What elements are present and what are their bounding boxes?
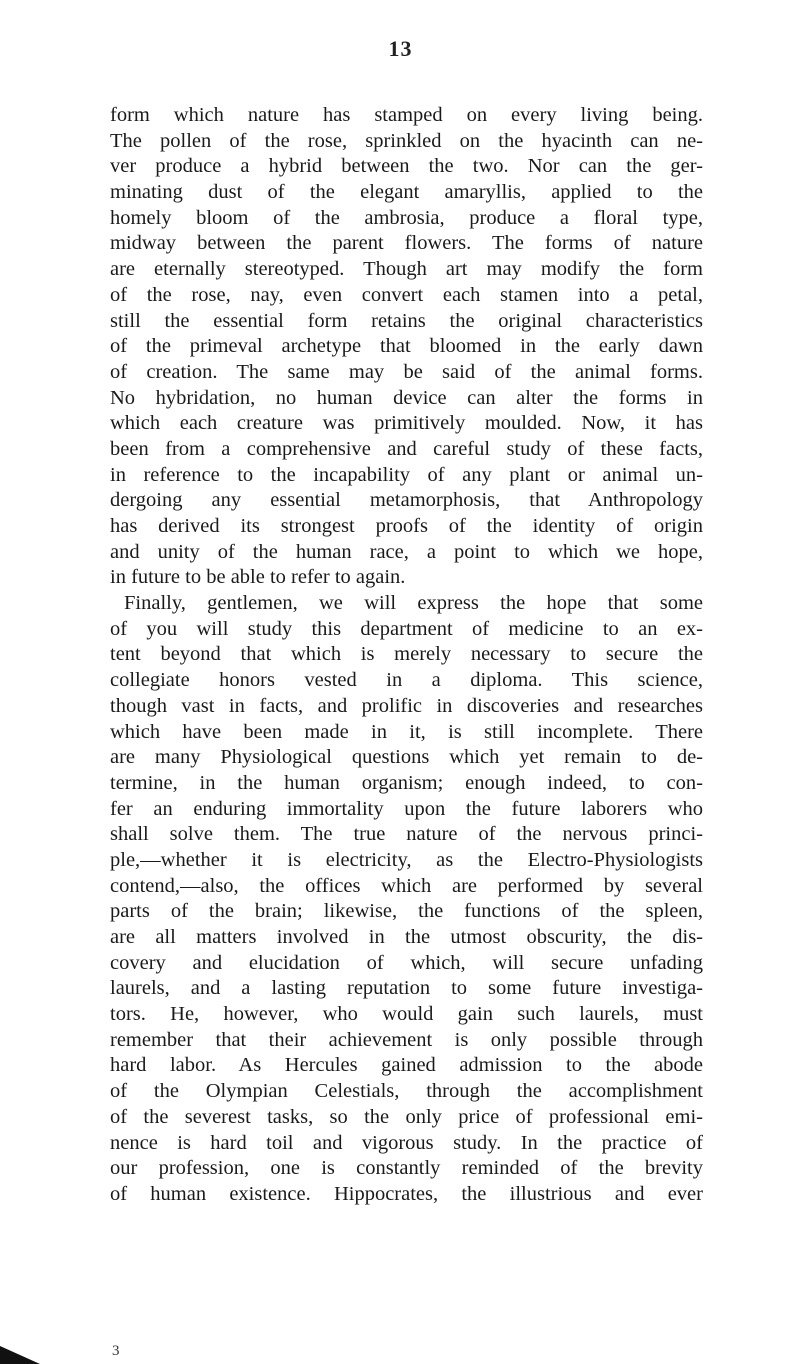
text-line: contend,—also, the offices which are performed by several — [110, 874, 703, 897]
text-line: in future to be able to refer to again. — [110, 566, 406, 589]
text-line: shall solve them. The true nature of the nervous princi- — [110, 823, 703, 846]
text-line: of the Olympian Celestials, through the accomplishment — [110, 1080, 703, 1103]
text-line: laurels, and a lasting reputation to some future investiga- — [110, 977, 703, 1000]
text-line: hard labor. As Hercules gained admission to the abode — [110, 1054, 703, 1077]
page-number: 13 — [388, 36, 413, 61]
text-line: of human existence. Hippocrates, the illustrious and ever — [110, 1182, 703, 1205]
text-line: of the severest tasks, so the only price of professional emi- — [110, 1105, 703, 1128]
text-line: termine, in the human organism; enough indeed, to con- — [110, 771, 703, 794]
text-line: minating dust of the elegant amaryllis, applied to the — [110, 181, 703, 204]
text-line: our profession, one is constantly reminded of the brevity — [110, 1157, 703, 1180]
text-line: parts of the brain; likewise, the functions of the spleen, — [110, 900, 703, 923]
paragraph-start-line: Finally, gentlemen, we will express the hope that some — [124, 592, 703, 615]
text-line: though vast in facts, and prolific in discoveries and researches — [110, 694, 703, 717]
text-line: fer an enduring immortality upon the future laborers who — [110, 797, 703, 820]
page-corner-shadow — [0, 1346, 40, 1364]
text-line: been from a comprehensive and careful study of these facts, — [110, 437, 703, 460]
text-line: of you will study this department of medicine to an ex- — [110, 617, 703, 640]
text-line: homely bloom of the ambrosia, produce a floral type, — [110, 206, 703, 229]
text-line: The pollen of the rose, sprinkled on the hyacinth can ne- — [110, 129, 703, 152]
text-line: tors. He, however, who would gain such laurels, must — [110, 1003, 703, 1026]
text-line: midway between the parent flowers. The forms of nature — [110, 232, 703, 255]
text-line: of creation. The same may be said of the animal forms. — [110, 360, 703, 383]
text-line: covery and elucidation of which, will secure unfading — [110, 951, 703, 974]
text-line: which have been made in it, is still incomplete. There — [110, 720, 703, 743]
text-line: still the essential form retains the original characteristics — [110, 309, 703, 332]
text-line: and unity of the human race, a point to which we hope, — [110, 540, 703, 563]
text-line: nence is hard toil and vigorous study. In the practice of — [110, 1131, 703, 1154]
signature-mark: 3 — [112, 1343, 120, 1359]
body-text — [110, 103, 703, 1208]
text-line: has derived its strongest proofs of the identity of origin — [110, 515, 703, 537]
text-line: which each creature was primitively moulded. Now, it has — [110, 412, 703, 435]
text-line: are eternally stereotyped. Though art may modify the form — [110, 258, 703, 281]
text-line: No hybridation, no human device can alter the forms in — [110, 386, 703, 409]
text-line: dergoing any essential metamorphosis, that Anthropology — [110, 489, 703, 512]
text-line: form which nature has stamped on every living being. — [110, 104, 703, 126]
text-line: tent beyond that which is merely necessary to secure the — [110, 643, 703, 666]
text-line: remember that their achievement is only possible through — [110, 1028, 703, 1051]
text-line: are all matters involved in the utmost obscurity, the dis- — [110, 926, 703, 948]
text-line: ple,—whether it is electricity, as the Electro-Physiologists — [110, 848, 703, 871]
text-line: of the primeval archetype that bloomed in the early dawn — [110, 335, 703, 358]
text-line: ver produce a hybrid between the two. Nor can the ger- — [110, 155, 703, 178]
text-line: are many Physiological questions which yet remain to de- — [110, 746, 703, 769]
text-line: collegiate honors vested in a diploma. This science, — [110, 669, 703, 692]
text-line: in reference to the incapability of any plant or animal un- — [110, 463, 703, 486]
text-line: of the rose, nay, even convert each stamen into a petal, — [110, 283, 703, 306]
